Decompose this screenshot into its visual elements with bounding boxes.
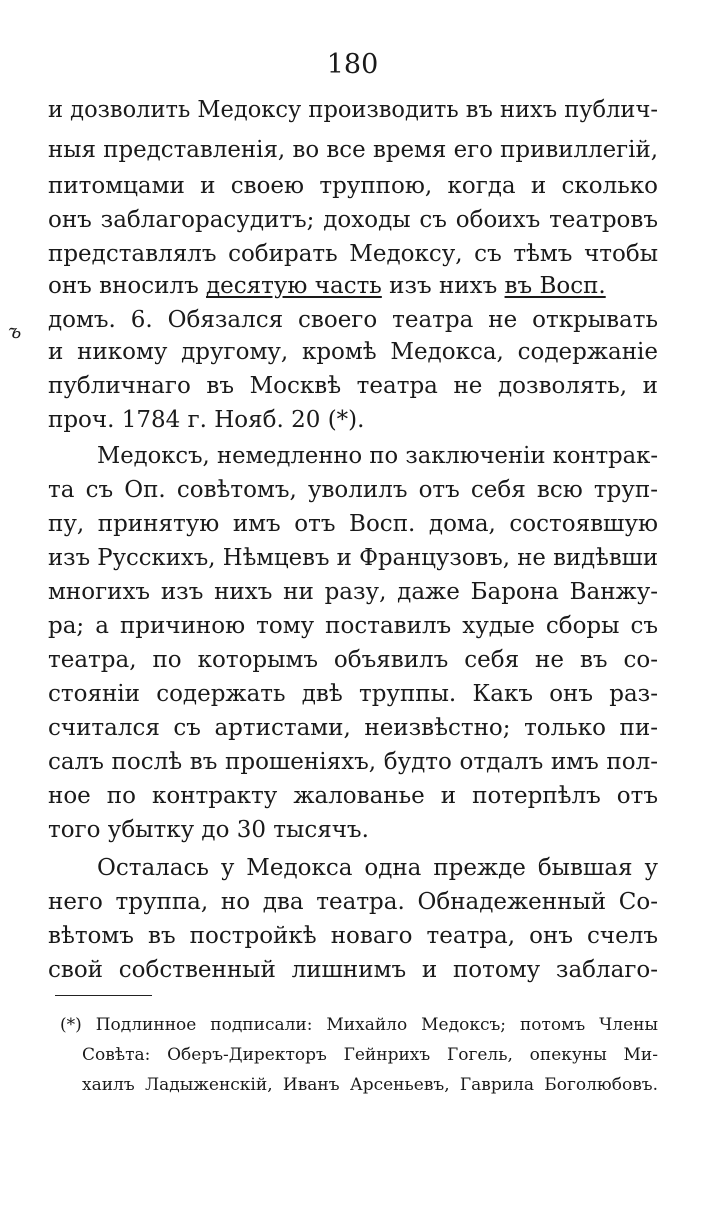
text-segment: изъ нихъ: [389, 273, 498, 299]
text-line: пу, принятую имъ отъ Восп. дома, состоявшую: [48, 511, 658, 537]
underlined-phrase: въ Восп.: [504, 273, 606, 299]
text-line: салъ послѣ въ прошеніяхъ, будто отдалъ имъ пол-: [48, 749, 658, 775]
text-line: считался съ артистами, неизвѣстно; только пи-: [48, 715, 658, 741]
text-segment: онъ вносилъ: [48, 273, 199, 299]
text-line: и дозволить Медоксу производить въ нихъ публич-: [48, 97, 658, 123]
text-line: Медоксъ, немедленно по заключеніи контрак-: [97, 443, 659, 469]
text-line: и никому другому, кромѣ Медокса, содержаніе: [48, 339, 658, 365]
text-line: Осталась у Медокса одна прежде бывшая у: [97, 855, 658, 881]
text-line: представлялъ собирать Медоксу, съ тѣмъ чтобы: [48, 241, 658, 267]
text-line: свой собственный лишнимъ и потому заблаго-: [48, 957, 658, 983]
text-line: та съ Оп. совѣтомъ, уволилъ отъ себя всю труп-: [48, 477, 658, 503]
page-number: 180: [326, 49, 379, 80]
text-line: проч. 1784 г. Нояб. 20 (*).: [48, 407, 365, 433]
footnote-line: Совѣта: Оберъ-Директоръ Гейнрихъ Гогель, опекуны Ми-: [82, 1045, 658, 1065]
margin-annotation: ъ: [8, 319, 22, 343]
text-line: питомцами и своею труппою, когда и сколько: [48, 173, 658, 199]
text-line: ныя представленія, во все время его привиллегій,: [48, 137, 658, 163]
text-line: изъ Русскихъ, Нѣмцевъ и Французовъ, не видѣвши: [48, 545, 658, 571]
footnote-line: (*) Подлинное подписали: Михайло Медоксъ; потомъ Члены: [60, 1015, 658, 1035]
text-line: стояніи содержать двѣ труппы. Какъ онъ раз-: [48, 681, 658, 707]
footnote-divider: [55, 995, 152, 996]
text-line: того убытку до 30 тысячъ.: [48, 817, 369, 843]
text-line: онъ заблагорасудитъ; доходы съ обоихъ театровъ: [48, 207, 658, 233]
text-line: публичнаго въ Москвѣ театра не дозволять, и: [48, 373, 658, 399]
text-line: ра; а причиною тому поставилъ худые сборы съ: [48, 613, 658, 639]
text-line: ное по контракту жалованье и потерпѣлъ отъ: [48, 783, 658, 809]
underlined-phrase: десятую часть: [206, 273, 382, 299]
footnote-line: хаилъ Ладыженскій, Иванъ Арсеньевъ, Гаврила Боголюбовъ.: [82, 1075, 658, 1095]
text-line: театра, по которымъ объявилъ себя не въ со-: [48, 647, 658, 673]
text-line: него труппа, но два театра. Обнадеженный Со-: [48, 889, 658, 915]
text-line: вѣтомъ въ постройкѣ новаго театра, онъ счелъ: [48, 923, 658, 949]
text-line: домъ. 6. Обязался своего театра не открывать: [48, 307, 658, 333]
text-line: многихъ изъ нихъ ни разу, даже Барона Ванжу-: [48, 579, 658, 605]
